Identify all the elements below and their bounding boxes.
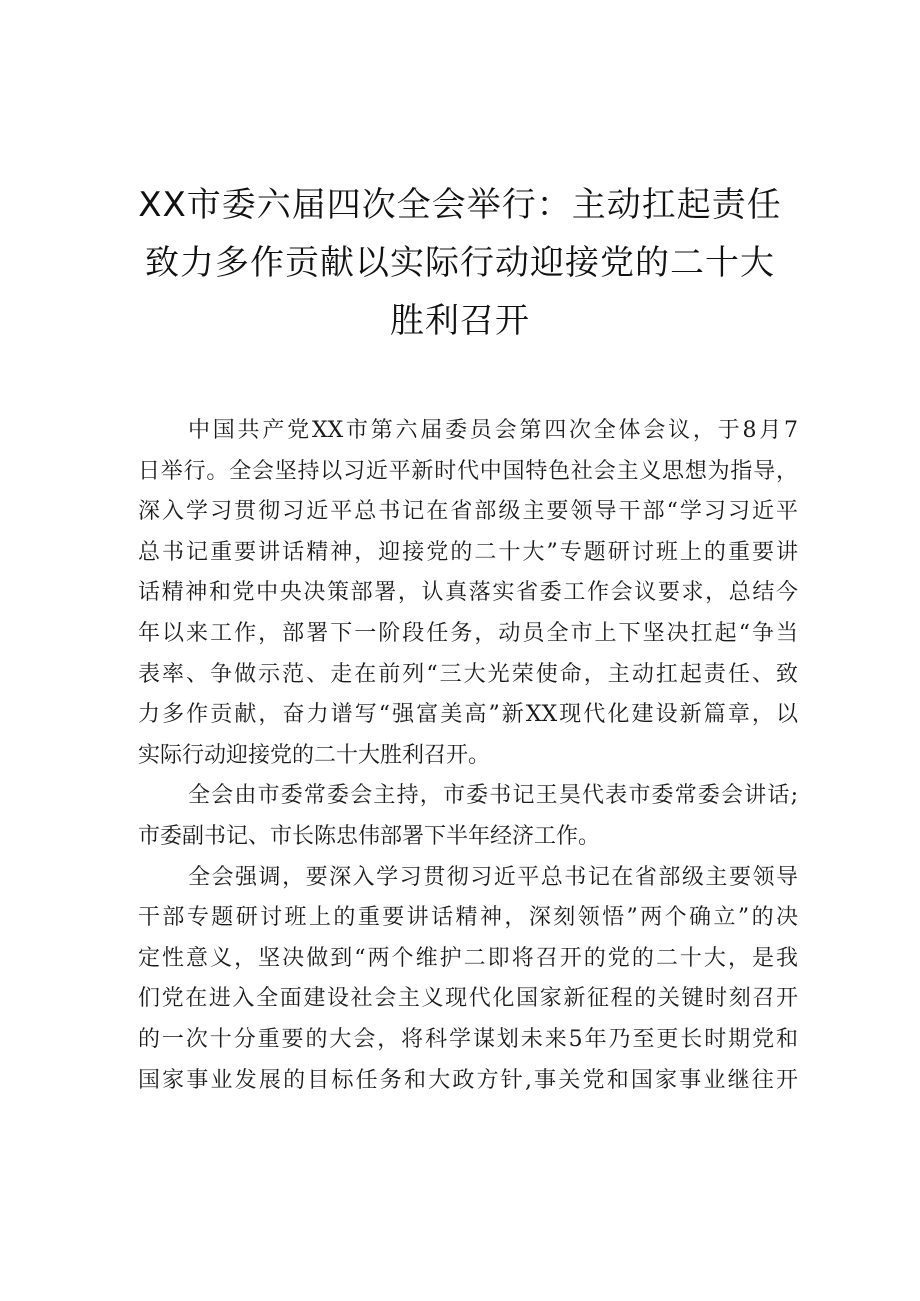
- body-line: 们党在进入全面建设社会主义现代化国家新征程的关键时刻召开: [138, 986, 798, 1012]
- body-line: 全会由市委常委会主持，市委书记王昊代表市委常委会讲话;: [188, 783, 798, 809]
- body-line: 市委副书记、市长陈忠伟部署下半年经济工作。: [138, 823, 601, 849]
- body-line: 的一次十分重要的大会，将科学谋划未来5年乃至更长时期党和: [138, 1026, 798, 1052]
- body-line: 总书记重要讲话精神，迎接党的二十大”专题研讨班上的重要讲: [138, 539, 798, 565]
- body-line: 中国共产党XX市第六届委员会第四次全体会议，于8月7: [188, 418, 798, 443]
- title-line: XX市委六届四次全会举行：主动扛起责任: [138, 185, 782, 225]
- body-line: 实际行动迎接党的二十大胜利召开。: [138, 742, 491, 768]
- body-line: 年以来工作，部署下一阶段任务，动员全市上下坚决扛起“争当: [138, 620, 798, 646]
- body-line: 深入学习贯彻习近平总书记在省部级主要领导干部“学习习近平: [138, 499, 798, 525]
- body-line: 日举行。全会坚持以习近平新时代中国特色社会主义思想为指导，: [138, 458, 798, 484]
- document-body: [138, 411, 798, 1101]
- body-line: 干部专题研讨班上的重要讲话精神，深刻领悟”两个确立”的决: [138, 905, 798, 931]
- body-line: 定性意义，坚决做到“两个维护二即将召开的党的二十大，是我: [138, 945, 798, 971]
- body-line: 全会强调，要深入学习贯彻习近平总书记在省部级主要领导: [188, 864, 798, 890]
- title-line: 致力多作贡献以实际行动迎接党的二十大: [145, 243, 775, 283]
- body-line: 国家事业发展的目标任务和大政方针,事关党和国家事业继往开: [138, 1067, 798, 1093]
- body-line: 表率、争做示范、走在前列“三大光荣使命，主动扛起责任、致: [138, 661, 798, 687]
- body-line: 力多作贡献，奋力谱写“强富美高”新XX现代化建设新篇章，以: [138, 702, 798, 728]
- body-line: 话精神和党中央决策部署，认真落实省委工作会议要求，总结今: [138, 580, 798, 606]
- title-line: 胜利召开: [390, 301, 530, 341]
- document-title: [120, 176, 800, 350]
